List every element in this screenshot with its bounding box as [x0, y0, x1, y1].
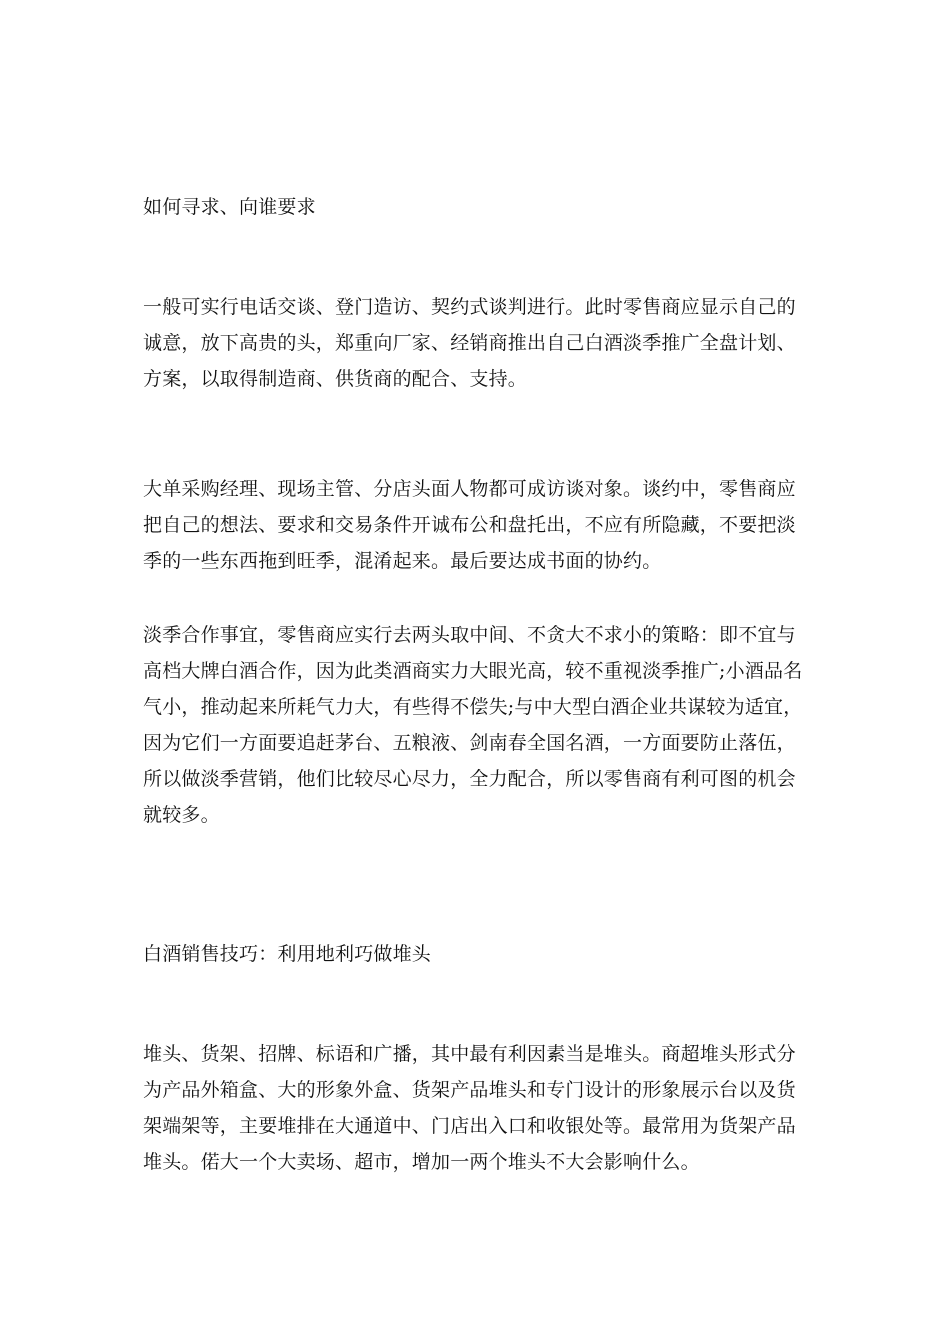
body-paragraph	[143, 289, 813, 397]
body-paragraph	[143, 617, 813, 833]
paragraph-text: 大单采购经理、现场主管、分店头面人物都可成访谈对象。谈约中，零售商应把自己的想法、要求和交易条件开诚布公和盘托出，不应有所隐藏，不要把淡季的一些东西拖到旺季，混淆起来。最后要达成书面的协约。	[143, 478, 796, 572]
paragraph-text: 堆头、货架、招牌、标语和广播，其中最有利因素当是堆头。商超堆头形式分为产品外箱盒、大的形象外盒、货架产品堆头和专门设计的形象展示台以及货架端架等，主要堆排在大通道中、门店出入口和收银处等。最常用为货架产品堆头。偌大一个大卖场、超市，增加一两个堆头不大会影响什么。	[143, 1043, 796, 1173]
body-paragraph	[143, 471, 813, 579]
heading-text: 如何寻求、向谁要求	[143, 196, 316, 218]
section-heading	[143, 189, 813, 225]
section-heading	[143, 936, 813, 972]
paragraph-text: 一般可实行电话交谈、登门造访、契约式谈判进行。此时零售商应显示自己的诚意，放下高贵的头，郑重向厂家、经销商推出自己白酒淡季推广全盘计划、方案，以取得制造商、供货商的配合、支持。	[143, 296, 796, 390]
paragraph-text: 淡季合作事宜，零售商应实行去两头取中间、不贪大不求小的策略：即不宜与高档大牌白酒合作，因为此类酒商实力大眼光高，较不重视淡季推广;小酒品名气小，推动起来所耗气力大，有些得不偿失;与中大型白酒企业共谋较为适宜，因为它们一方面要追赶茅台、五粮液、剑南春全国名酒，一方面要防止落伍，所以做淡季营销，他们比较尽心尽力，全力配合，所以零售商有利可图的机会就较多。	[143, 624, 803, 826]
heading-text: 白酒销售技巧：利用地利巧做堆头	[143, 943, 432, 965]
body-paragraph	[143, 1036, 813, 1180]
